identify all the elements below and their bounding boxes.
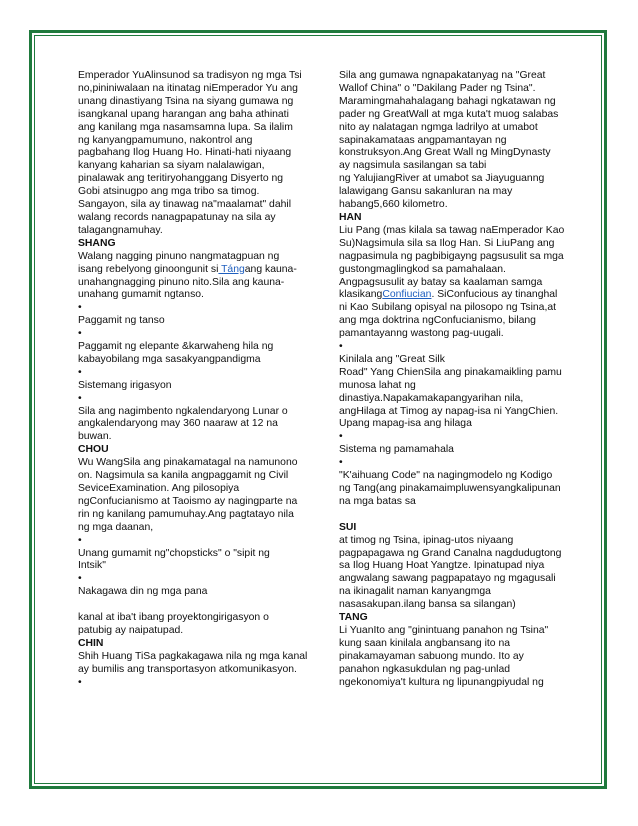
text-line: kanal at iba't ibang proyektongirigasyon o xyxy=(78,612,269,624)
text-line: Liu Pang (mas kilala sa tawag naEmperador Kao xyxy=(339,224,565,236)
text-line: rin ng kanilang pamumuhay.Ang pagtatayo nila xyxy=(78,508,294,520)
section-heading: SUI xyxy=(339,521,357,533)
text-line: sapinakamataas angpamantayan ng xyxy=(339,134,507,146)
text-line: kanyang kaharian sa siyam nalalawigan, xyxy=(78,160,265,172)
text-line: • xyxy=(339,431,343,443)
text-line: patubig ay naipatupad. xyxy=(78,624,184,636)
text-line: ngConfucianismo at Taoismo ay nagingparte na xyxy=(78,495,298,507)
text-line: ngekonomiya't kultura ng lipunangpiyudal ng xyxy=(339,676,544,688)
text-line: • xyxy=(339,457,343,469)
left-column xyxy=(78,70,316,689)
text-line: on. Nagsimula sa kanila angpaggamit ng Civil xyxy=(78,470,289,482)
text-line: angkalendaryong may 360 naaraw at 12 na xyxy=(78,418,278,430)
text-line: Angpagsusulit ay batay sa kaalaman samga xyxy=(339,276,543,288)
text-line: SeviceExamination. Ang pilosopiya xyxy=(78,483,240,494)
text-line: habang5,660 kilometro. xyxy=(339,199,448,211)
text-line: pamantayanng wastong pag-uugali. xyxy=(339,328,504,340)
text-line: Walang nagging pinuno nangmatagpuan ng xyxy=(78,250,280,262)
text-line: Intsik" xyxy=(78,560,106,572)
text-line: nasasakupan.ilang bansa sa silangan) xyxy=(339,599,516,611)
text-line: Gobi atsinugpo ang mga tribo sa timog. xyxy=(78,186,260,198)
text-line: ng mga daanan, xyxy=(78,521,154,533)
text-line: • xyxy=(339,341,343,353)
text-line: Paggamit ng tanso xyxy=(78,315,165,327)
text-line: lalawigang Gansu sakanluran na may xyxy=(339,186,513,198)
text-line: Sila ang gumawa ngnapakatanyag na "Great xyxy=(339,70,546,81)
text-line: pagbahang Ilog Huang Ho. Hinati-hati niyaang xyxy=(78,147,292,159)
text-line: at timog ng Tsina, ipinag-utos niyaang xyxy=(339,534,514,546)
section-heading: CHIN xyxy=(78,637,104,649)
text-line: walang records nanagpapatunay na sila ay xyxy=(78,211,276,223)
text-line: na mga batas sa xyxy=(339,495,416,507)
right-column xyxy=(339,70,571,689)
text-line: Shih Huang TiSa pagkakagawa nila ng mga kanal xyxy=(78,650,308,662)
text-line: Kinilala ang "Great Silk xyxy=(339,353,445,365)
text-line: • xyxy=(78,676,82,688)
text-line: Road" Yang ChienSila ang pinakamaikling pamu xyxy=(339,366,562,378)
text-line: no,pininiwalaan na itinatag niEmperador Yu ang xyxy=(78,82,298,94)
text-line: • xyxy=(78,534,82,546)
text-line: pinakamayaman sabuong mundo. Ito ay xyxy=(339,650,524,662)
section-heading: CHOU xyxy=(78,444,109,456)
text-line: Wu WangSila ang pinakamatagal na namunono xyxy=(78,457,298,469)
text-line: ang kanilang mga nasamsamna lupa. Sa ilalim xyxy=(78,121,293,133)
text-line: Unang gumamit ng"chopsticks" o "sipit ng xyxy=(78,547,270,559)
text-line xyxy=(339,509,571,522)
text-line: Sistemang irigasyon xyxy=(78,379,172,391)
text-line: panahon ngkasukdulan ng pag-unlad xyxy=(339,663,511,675)
text-line: klasikangConfiucian. SiConfucious ay tinanghal xyxy=(339,289,558,301)
text-line: isang rebelyong ginoongunit si Tángang kauna- xyxy=(78,263,297,275)
section-heading: SHANG xyxy=(78,237,116,249)
text-line: unahang gumamit ngtanso. xyxy=(78,289,204,301)
text-line: Wallof China" o "Dakilang Pader ng Tsina". xyxy=(339,82,536,94)
text-line: ay nagsimula sasilangan sa tabi xyxy=(339,160,487,172)
text-line: Sila ang nagimbento ngkalendaryong Lunar o xyxy=(78,405,288,417)
text-line: dinastiya.Napakamakapangyarihan nila, xyxy=(339,392,524,404)
text-line: Emperador YuAlinsunod sa tradisyon ng mga Tsi xyxy=(78,70,302,81)
text-line: sa Ilog Huang Hoat Yangtze. Ipinatupad niya xyxy=(339,560,545,572)
text-line: Sistema ng pamamahala xyxy=(339,444,454,456)
text-line: isangkanal upang harangan ang baha athinati xyxy=(78,108,289,120)
text-line: ang mga doktrina ngConfucianismo, bilang xyxy=(339,315,536,327)
text-line: angwalang sawang pagpapatayo ng mgagusali xyxy=(339,573,556,585)
text-line: pader ng GreatWall at mga kuta't muog salabas xyxy=(339,108,559,120)
text-line: Nakagawa din ng mga pana xyxy=(78,586,208,598)
text-line: nito ay nalatagan ngmga ladrilyo at umabot xyxy=(339,121,538,133)
text-line: Su)Nagsimula sila sa Ilog Han. Si LiuPang ang xyxy=(339,237,555,249)
text-line: • xyxy=(78,366,82,378)
text-line: • xyxy=(78,302,82,314)
text-line: na ikinagalit naman kanyangmga xyxy=(339,586,491,598)
text-line: gustongmaglingkod sa pamahalaan. xyxy=(339,263,506,275)
text-line: ng kanyangpamumuno, nakontrol ang xyxy=(78,134,253,146)
text-line: Maramingmahahalagang bahagi ngkatawan ng xyxy=(339,95,556,107)
text-line: • xyxy=(78,573,82,585)
text-line: kabayobilang mga sasakyangpandigma xyxy=(78,353,261,365)
text-line: angHilaga at Timog ay napag-isa ni YangChien. xyxy=(339,405,559,417)
text-line: "K'aihuang Code" na nagingmodelo ng Kodigo xyxy=(339,470,553,482)
text-line: pagpapagawa ng Grand Canalna nagdudugtong xyxy=(339,547,562,559)
text-line: talagangnamuhay. xyxy=(78,224,163,236)
section-heading: HAN xyxy=(339,211,362,223)
text-line: buwan. xyxy=(78,431,112,443)
text-line: • xyxy=(78,392,82,404)
text-line: nagpasimula ng pagbibigayng pagsusulit sa mga xyxy=(339,250,564,262)
text-line: kung saan kinilala angbansang ito na xyxy=(339,637,510,649)
text-line: konstruksyon.Ang Great Wall ng MingDynasty xyxy=(339,147,551,159)
text-line xyxy=(78,599,316,612)
text-line: unang dinastiyang Tsina na siyang gumawa ng xyxy=(78,95,294,107)
tang-link[interactable]: Táng xyxy=(218,263,245,275)
text-line: Li YuanIto ang "ginintuang panahon ng Tsina" xyxy=(339,624,549,636)
text-line: ni Kao Subilang opisyal na pilosopo ng Tsina,at xyxy=(339,302,557,314)
text-line: ng Tang(ang pinakamaimpluwensyangkalipunan xyxy=(339,483,561,494)
text-line: Paggamit ng elepante &karwaheng hila ng xyxy=(78,341,274,353)
text-line: Sangayon, sila ay tinawag na"maalamat" dahil xyxy=(78,199,292,211)
text-line: unahangnagging pinuno nito.Sila ang kauna- xyxy=(78,276,285,288)
text-line: ay bumilis ang transportasyon atkomunikasyon. xyxy=(78,663,297,675)
text-line: munosa lahat ng xyxy=(339,379,416,391)
section-heading: TANG xyxy=(339,612,368,624)
text-line: Upang mapag-isa ang hilaga xyxy=(339,418,472,430)
text-line: ng YalujiangRiver at umabot sa Jiayuguanng xyxy=(339,173,545,185)
text-line: pinalawak ang teritiryohanggang Disyerto ng xyxy=(78,173,284,185)
text-line: • xyxy=(78,328,82,340)
confiucian-link[interactable]: Confiucian xyxy=(382,289,432,301)
